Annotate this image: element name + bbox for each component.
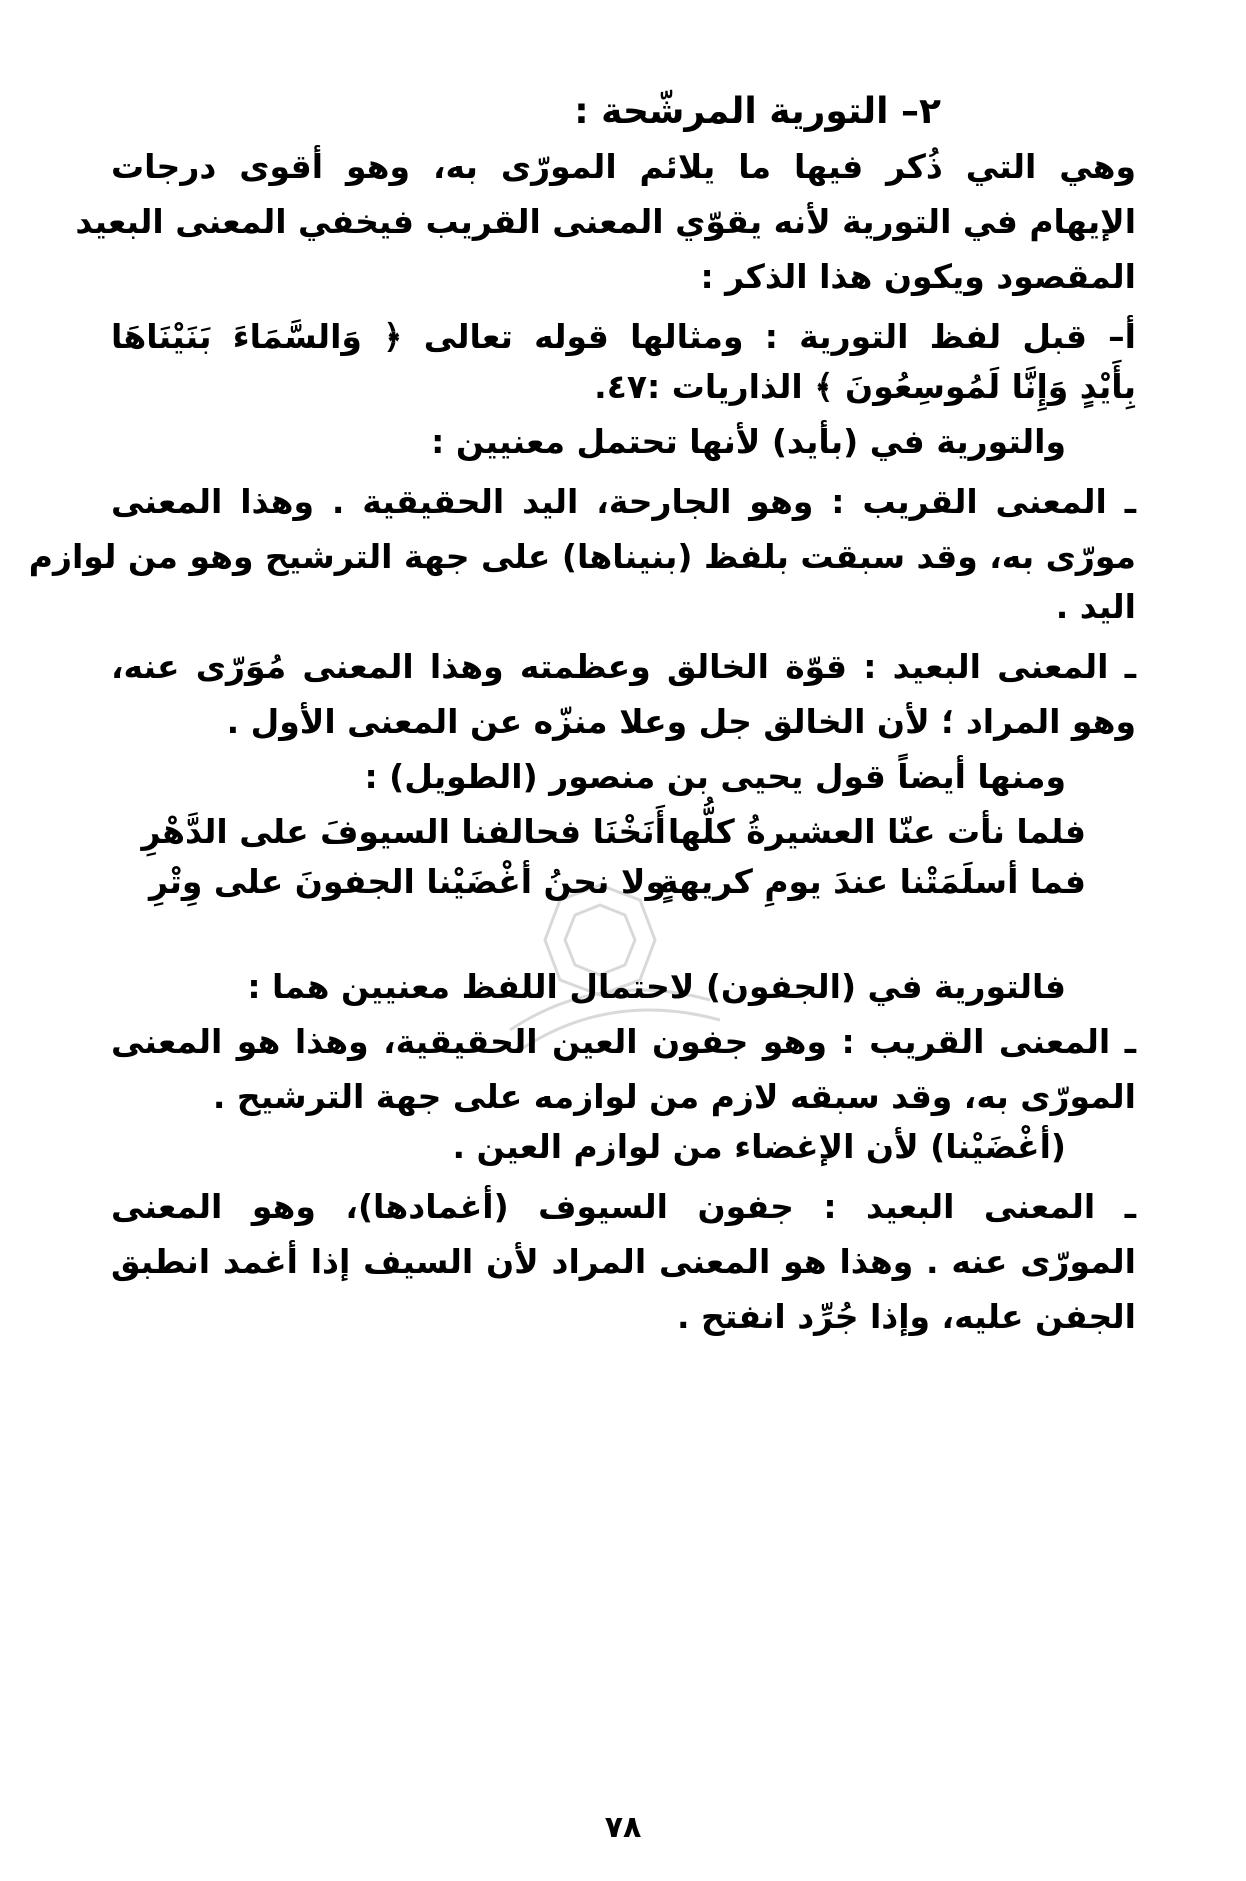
paragraph-line: المقصود ويكون هذا الذكر : [700, 257, 1136, 296]
paragraph-line: فالتورية في (الجفون) لاحتمال اللفظ معنيين هما : [247, 967, 1066, 1006]
section-heading: ٢– التورية المرشّحة : [574, 91, 941, 132]
paragraph-line: وهي التي ذُكر فيها ما يلائم المورّى به، وهو أقوى درجات [111, 147, 1136, 186]
meaning-line: (أغْضَيْنا) لأن الإغضاء من لوازم العين . [452, 1127, 1066, 1166]
paragraph-line: والتورية في (بأيد) لأنها تحتمل معنيين : [431, 422, 1066, 461]
meaning-line: الجفن عليه، وإذا جُرِّد انفتح . [677, 1297, 1136, 1336]
example-line: بِأَيْدٍ وَإِنَّا لَمُوسِعُونَ ﴾ الذاريات :٤٧. [594, 367, 1136, 406]
verse-second-hemistich: أَنَخْنَا فحالفنا السيوفَ على الدَّهْرِ [141, 812, 666, 851]
meaning-line: ـ المعنى القريب : وهو جفون العين الحقيقية، وهذا هو المعنى [111, 1022, 1136, 1061]
verse-first-hemistich: فلما نأت عنّا العشيرةُ كلُّها [667, 812, 1086, 851]
meaning-line: وهو المراد ؛ لأن الخالق جل وعلا منزّه عن المعنى الأول . [226, 702, 1136, 741]
meaning-line: ـ المعنى القريب : وهو الجارحة، اليد الحقيقية . وهذا المعنى [111, 482, 1136, 521]
example-line: أ– قبل لفظ التورية : ومثالها قوله تعالى ﴿ وَالسَّمَاءَ بَنَيْنَاهَا [111, 317, 1136, 356]
meaning-line: المورّى به، وقد سبقه لازم من لوازمه على جهة الترشيح . [212, 1077, 1136, 1116]
verse-first-hemistich: فما أسلَمَتْنا عندَ يومِ كريهةٍ [658, 862, 1086, 901]
meaning-line: مورّى به، وقد سبقت بلفظ (بنيناها) على جهة الترشيح وهو من لوازم [28, 537, 1136, 576]
meaning-line: اليد . [1055, 587, 1136, 626]
meaning-line: المورّى عنه . وهذا هو المعنى المراد لأن السيف إذا أغمد انطبق [111, 1242, 1136, 1281]
meaning-line: ـ المعنى البعيد : جفون السيوف (أغمادها)، وهو المعنى [111, 1187, 1136, 1226]
poem-intro: ومنها أيضاً قول يحيى بن منصور (الطويل) : [364, 757, 1066, 796]
page-number: ٧٨ [604, 1810, 642, 1845]
verse-second-hemistich: ولا نحنُ أغْضَيْنا الجفونَ على وِتْرِ [148, 862, 666, 901]
meaning-line: ـ المعنى البعيد : قوّة الخالق وعظمته وهذا المعنى مُوَرّى عنه، [111, 647, 1136, 686]
paragraph-line: الإيهام في التورية لأنه يقوّي المعنى القريب فيخفي المعنى البعيد [75, 202, 1136, 241]
